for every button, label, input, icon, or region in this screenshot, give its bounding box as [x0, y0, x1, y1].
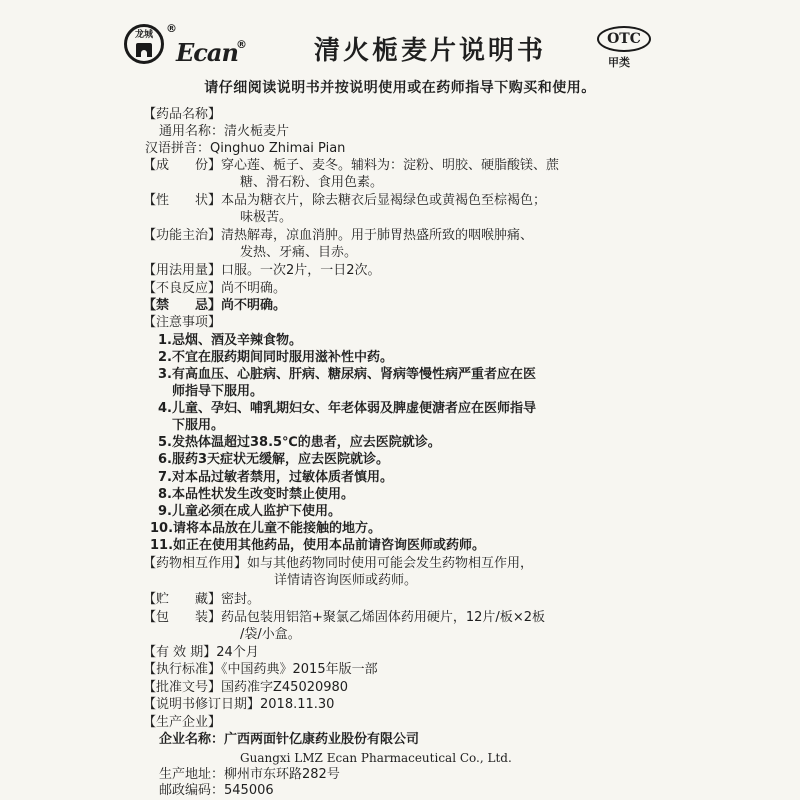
leaflet-line: /袋/小盒。: [240, 627, 301, 642]
leaflet-line: 【药品名称】: [143, 107, 222, 122]
registered-mark: ®: [166, 22, 177, 35]
leaflet-line: 【禁 忌】尚不明确。: [143, 298, 287, 313]
leaflet-line: 通用名称：清火栀麦片: [159, 124, 290, 139]
brand-name: Ecan: [176, 38, 238, 67]
leaflet-line: 11.如正在使用其他药品，使用本品前请咨询医师或药师。: [150, 538, 486, 553]
leaflet-line: 【性 状】本品为糖衣片，除去糖衣后显褐绿色或黄褐色至棕褐色；: [143, 193, 547, 208]
leaflet-line: 10.请将本品放在儿童不能接触的地方。: [150, 521, 382, 536]
leaflet-line: 5.发热体温超过38.5℃的患者，应去医院就诊。: [158, 435, 441, 450]
leaflet-line: 【执行标准】《中国药典》2015年版一部: [143, 662, 378, 677]
leaflet-line: 1.忌烟、酒及辛辣食物。: [158, 333, 302, 348]
leaflet-line: 企业名称：广西两面针亿康药业股份有限公司: [159, 732, 420, 747]
leaflet-line: 【包 装】药品包装用铝箔+聚氯乙烯固体药用硬片，12片/板×2板: [143, 610, 545, 625]
leaflet-line: 【用法用量】口服。一次2片，一日2次。: [143, 263, 381, 278]
leaflet-line: 【生产企业】: [143, 715, 222, 730]
leaflet-line: 邮政编码：545006: [159, 783, 274, 798]
leaflet-line: 糖、滑石粉、食用色素。: [240, 175, 384, 190]
leaflet-line: 4.儿童、孕妇、哺乳期妇女、年老体弱及脾虚便溏者应在医师指导: [158, 401, 536, 416]
leaflet-line: 【有 效 期】24个月: [143, 645, 259, 660]
leaflet-line: 【不良反应】尚不明确。: [143, 281, 287, 296]
leaflet-line: 发热、牙痛、目赤。: [240, 245, 358, 260]
leaflet-line: 味极苦。: [240, 210, 293, 225]
leaflet-line: 9.儿童必须在成人监护下使用。: [158, 504, 341, 519]
page-title: 清火栀麦片说明书: [313, 36, 546, 66]
leaflet-line: 【贮 藏】密封。: [143, 592, 261, 607]
leaflet-line: 6.服药3天症状无缓解，应去医院就诊。: [158, 452, 390, 467]
otc-badge: OTC: [597, 26, 651, 52]
leaflet-line: 【说明书修订日期】2018.11.30: [143, 697, 335, 712]
leaflet-line: 8.本品性状发生改变时禁止使用。: [158, 487, 354, 502]
leaflet-line: 【成 份】穿心莲、栀子、麦冬。辅料为：淀粉、明胶、硬脂酸镁、蔗: [143, 158, 560, 173]
leaflet-line: 下服用。: [172, 418, 225, 433]
leaflet-line: 师指导下服用。: [172, 384, 264, 399]
leaflet-line: 7.对本品过敏者禁用，过敏体质者慎用。: [158, 470, 393, 485]
leaflet-line: 详情请咨询医师或药师。: [274, 573, 418, 588]
usage-notice: 请仔细阅读说明书并按说明使用或在药师指导下购买和使用。: [204, 80, 596, 96]
otc-class-label: 甲类: [608, 56, 630, 69]
leaflet-line: 【注意事项】: [143, 315, 222, 330]
leaflet-line: 【功能主治】清热解毒，凉血消肿。用于肺胃热盛所致的咽喉肿痛、: [143, 228, 534, 243]
leaflet-line: 3.有高血压、心脏病、肝病、糖尿病、肾病等慢性病严重者应在医: [158, 367, 536, 382]
registered-mark-brand: ®: [236, 38, 247, 51]
seal-text: 龙城: [134, 30, 153, 40]
leaflet-line: Guangxi LMZ Ecan Pharmaceutical Co., Ltd.: [240, 751, 512, 765]
leaflet-line: 汉语拼音：Qinghuo Zhimai Pian: [145, 141, 346, 156]
leaflet-line: 2.不宜在服药期间同时服用滋补性中药。: [158, 350, 393, 365]
leaflet-line: 【药物相互作用】如与其他药物同时使用可能会发生药物相互作用，: [143, 556, 534, 571]
leaflet-line: 【批准文号】国药准字Z45020980: [143, 680, 349, 695]
leaflet-line: 生产地址：柳州市东环路282号: [159, 767, 340, 782]
